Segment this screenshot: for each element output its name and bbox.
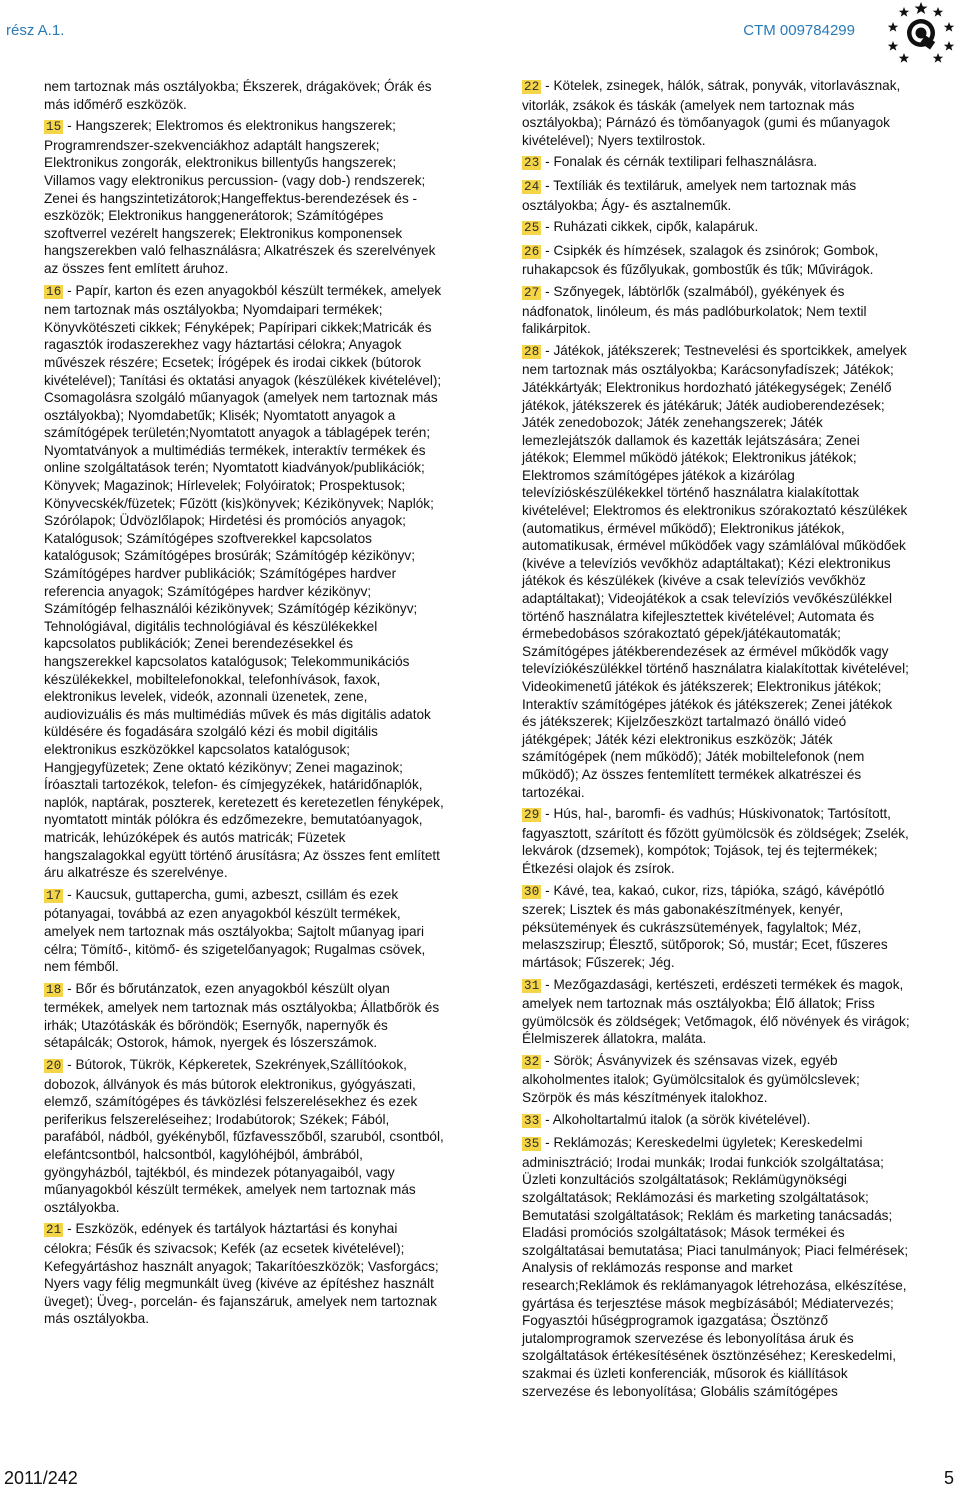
class-26-entry	[522, 242, 910, 279]
star-icon	[888, 41, 898, 51]
class-description: - Alkoholtartalmú italok (a sörök kivételével).	[541, 1111, 811, 1127]
class-description: - Szőnyegek, lábtörlők (szalmából), gyékények és nádfonatok, linóleum, és más padlóburkolatok; Nem textil falikárpitok.	[522, 283, 867, 337]
issue-number: 2011/242	[4, 1468, 78, 1488]
class-description: - Mezőgazdasági, kertészeti, erdészeti termékek és magok, amelyek nem tartoznak más osztályokba; Élő állatok; Friss gyümölcsök és zöldségek; Vetőmagok, élő növények és virágok; Élelmiszerek állatokra, maláta.	[522, 976, 910, 1047]
class-17-entry	[44, 886, 444, 976]
class-number-badge: 25	[524, 221, 540, 236]
class-22-entry	[522, 77, 910, 149]
class-32-entry	[522, 1052, 910, 1107]
class-27-entry	[522, 283, 910, 338]
class-number-badge: 24	[524, 179, 540, 194]
star-icon	[888, 22, 898, 32]
class-number-badge: 35	[524, 1137, 540, 1152]
class-number-badge: 27	[524, 285, 540, 300]
class-description: - Csipkék és hímzések, szalagok és zsinórok; Gombok, ruhakapcsok és fűzőlyukak, gombostűk és tűk; Művirágok.	[522, 242, 879, 278]
class-number-badge: 18	[46, 982, 62, 997]
class-description: - Kávé, tea, kakaó, cukor, rizs, tápióka, szágó, kávépótló szerek; Lisztek és más gabonakészítmények, kenyér, péksütemények és cukrászsütemények, fagylaltok; Méz, melaszszirup; Élesztő, sütőporok; Só, mustár; Ecet, fűszeres mártások; Fűszerek; Jég.	[522, 882, 888, 970]
class-24-entry	[522, 177, 910, 214]
class-number-badge: 29	[524, 808, 540, 823]
ctm-number: CTM 009784299	[743, 22, 855, 39]
class-number-badge: 28	[524, 344, 540, 359]
class-29-entry	[522, 805, 910, 877]
left-column	[44, 78, 444, 1332]
class-description: - Bútorok, Tükrök, Képkeretek, Szekrények,Szállítóokok, dobozok, állványok és más bútorok elektronikus, gyógyászati, elemző, számítógépes és távközlési felszerelésekhez és ezek periferikus felszereléseihez; Irodabútorok; Székek; Fából, parafából, nádból, gyékényből, fűzfavesszőből, szaruból, csontból, elefántcsontból, halcsontból, kagylóhéjból, ámbrából, gyöngyházból, tajtékból, és mindezek pótanyagaiból, vagy műanyagokból készült termékek, amelyek nem tartoznak más osztályokba.	[44, 1057, 444, 1215]
class-description: - Bőr és bőrutánzatok, ezen anyagokból készült olyan termékek, amelyek nem tartoznak más osztályokba; Állatbőrök és irhák; Utazótáskák és bőröndök; Esernyők, napernyők és sétapálcák; Ostorok, hámok, nyergek és lószerszámok.	[44, 980, 440, 1051]
class-20-entry	[44, 1056, 444, 1216]
page-number: 5	[943, 1468, 954, 1488]
class-number-badge: 23	[524, 156, 540, 171]
class-description: - Reklámozás; Kereskedelmi ügyletek; Kereskedelmi adminisztráció; Irodai munkák; Irodai funkciók szolgáltatása; Üzleti konzultációs szolgáltatások; Reklámügynökségi szolgáltatások; Reklámozási és marketing szolgáltatások; Bemutatási szolgáltatások; Reklám és marketing tanácsadás; Eladási promóciós szolgáltatások; Mások termékei és szolgáltatásai bemutatása; Piaci tanulmányok; Piaci felmérések; Analysis of reklámozás response and market research;Reklámok és reklámanyagok létrehozása, elkészítése, gyártása és terjesztése mások megbízásából; Médiatervezés; Fogyasztói hűségprogramok igazgatása; Ösztönző jutalomprogramok szervezése és lebonyolítása áruk és szolgáltatások értékesítésének ösztönzéséhez; Kereskedelmi, szakmai és üzleti konferenciák, műsorok és kiállítások szervezése és lebonyolítása; Globális számítógépes	[522, 1135, 909, 1399]
class-33-entry	[522, 1111, 910, 1131]
class-number-badge: 33	[524, 1113, 540, 1128]
class-21-entry	[44, 1220, 444, 1328]
class-description: - Fonalak és cérnák textilipari felhasználásra.	[541, 154, 818, 170]
class-23-entry	[522, 153, 910, 173]
class-number-badge: 21	[46, 1223, 62, 1238]
star-icon	[944, 22, 954, 32]
class-number-badge: 30	[524, 884, 540, 899]
part-label: rész A.1.	[6, 22, 65, 39]
star-icon	[933, 7, 943, 17]
star-icon	[899, 53, 909, 63]
class-description: - Kötelek, zsinegek, hálók, sátrak, ponyvák, vitorlavásznak, vitorlák, zsákok és táskák (amelyek nem tartoznak más osztályokba); Párnázó és tömőanyagok (gumi és műanyagok kivételével); Nyers textilrostok.	[522, 78, 901, 148]
class-28-entry	[522, 342, 910, 801]
class-number-badge: 17	[46, 888, 62, 903]
right-column	[522, 77, 910, 1404]
class-35-entry	[522, 1134, 910, 1400]
star-icon	[933, 53, 943, 63]
class-description: - Eszközök, edények és tartályok háztartási és konyhai célokra; Fésűk és szivacsok; Kefék (az ecsetek kivételével); Kefegyártáshoz használt anyagok; Takarítóeszközök; Vasforgács; Nyers vagy félig megmunkált üveg (kivéve az építéshez használt üveget); Üveg-, porcelán- és fajanszáruk, amelyek nem tartoznak más osztályokba.	[44, 1221, 439, 1327]
class-number-badge: 16	[46, 284, 62, 299]
class-number-badge: 26	[524, 244, 540, 259]
class-number-badge: 22	[524, 80, 540, 94]
class-number-badge: 20	[46, 1059, 62, 1074]
class-description: - Textíliák és textiláruk, amelyek nem tartoznak más osztályokba; Ágy- és asztalneműk.	[522, 177, 857, 213]
class-31-entry	[522, 976, 910, 1048]
class-description: - Játékok, játékszerek; Testnevelési és sportcikkek, amelyek nem tartoznak más osztályokba; Karácsonyfadíszek; Játékok; Játékkártyák; Elektronikus hordozható játékegységek; Zenélő játékok, játékszerek és játékáruk; Játék audioberendezések; Játék zenedobozok; Játék zenehangszerek; Játék lemezlejátszók dallamok és kazetták lejátszására; Zenei játékok; Elemmel működö játékok; Elektronikus játékok; Elektromos számítógépes játékok a kizárólag televízióskészülékekkel történő használatra kialakítottak kivételével; Elektromos és elektronikus szórakoztató készülékek (automatikus, érmével működő); Elektronikus játékok, automatikusak, érmével működőek vagy számlálóval működőek (kivéve a televíziós vevőkhöz adaptáltakat); Kézi elektronikus játékok és készülékek (kivéve a csak televíziós vevőkhöz adaptáltakat); Videojátékok a csak televíziós vevőkészülékkel történő használatra kifejlesztettek kivételével; Automata és érmebedobásos szórakoztató gépek/játékautomaták; Számítógépes játékberendezések az érmével működők vagy televíziókészülékkel történő használatra kialakítottak kivételével; Videokimenetű játékok és játékszerek; Elektronikus játékok; Interaktív számítógépes játékok és játékszerek; Zenei játékok és játékszerek; Kijelzőeszközt tartalmazó önálló videó játékgépek; Játék kézi elektronikus eszközök; Játék számítógépek (nem működő); Játék mobiltelefonok (nem működő); Az összes fentemlített termékek alkatrészei és tartozékai.	[522, 342, 909, 800]
continuation-text: nem tartoznak más osztályokba; Ékszerek, drágakövek; Órák és más időmérő eszközök.	[44, 79, 432, 112]
class-25-entry	[522, 218, 910, 238]
class-16-entry	[44, 282, 444, 882]
eu-logo-icon	[886, 0, 956, 66]
class-description: - Sörök; Ásványvizek és szénsavas vizek, egyéb alkoholmentes italok; Gyümölcsitalok és gyümölcslevek; Szörpök és más készítmények italokhoz.	[522, 1052, 860, 1106]
star-icon	[899, 7, 909, 17]
class-description: - Papír, karton és ezen anyagokból készült termékek, amelyek nem tartoznak más osztályokba; Nyomdaipari termékek; Könyvkötészeti cikkek; Fényképek; Papíripari cikkek;Matricák és ragasztók irodaszerekhez vagy háztartási célokra; Anyagok művészek részére; Ecsetek; Írógépek és irodai cikkek (bútorok kivételével); Tanítási és oktatási anyagok (készülékek kivételével); Csomagolásra szolgáló műanyagok (amelyek nem tartoznak más osztályokba); Nyomdabetűk; Klisék; Nyomtatott anyagok a számítógépek területén;Nyomtatott anyagok a táblagépek terén; Nyomtatványok a multimédiás termékek, interaktív termékek és online szolgáltatások terén; Nyomtatott kiadványok/publikációk; Könyvek; Magazinok; Hírlevelek; Folyóiratok; Prospektusok; Könyvecskék/füzetek; Fűzött (kis)könyvek; Kézikönyvek; Naplók; Szórólapok; Üdvözlőlapok; Hirdetési és promóciós anyagok; Katalógusok; Számítógépes szoftverekkel kapcsolatos katalógusok; Számítógépes brosúrák; Számítógép kézikönyv; Számítógépes hardver publikációk; Számítógépes hardver referencia anyagok; Számítógépes hardver kézikönyv; Számítógép felhasználói kézikönyvek; Számítógép kézikönyv; Tehnológiával, digitális technológiával és készülékekkel kapcsolatos publikációk; Zenei berendezésekkel és hangszerekkel kapcsolatos katalógusok; Telekommunikációs készülékekkel, mobiltelefonokkal, telefonhívások, faxok, elektronikus levelek, videók, azonnali üzenetek, zene, audiovizuális és más multimédiás művek és más digitális adatok küldésére és fogadására szolgáló kézi és mobil digitális elektronikus eszközökkel kapcsolatos katalógusok; Hangjegyfüzetek; Zene oktató kézikönyv; Zenei magazinok; Íróasztali tartozékok, telefon- és címjegyzékek, határidőnaplók, naplók, naptárak, poszterek, keretezett és keretezetlen fényképek, nyomtatott minták pólókra és edzőmezekre, bemutatóanyagok, matricák, lehúzóképek és autós matricák; Füzetek hangszalagokkal együtt történő árusításra; Az összes fent említett áru alkatrésze és szerelvénye.	[44, 282, 444, 881]
class-15-entry	[44, 117, 444, 277]
class-number-badge: 31	[524, 978, 540, 993]
class-30-entry	[522, 882, 910, 972]
class-number-badge: 32	[524, 1054, 540, 1069]
class-description: - Hangszerek; Elektromos és elektronikus hangszerek; Programrendszer-szekvenciákhoz adaptált hangszerek; Elektronikus zongorák, elektronikus billentyűs hangszerek; Villamos vagy elektronikus percussion- (vagy dob-) rendszerek; Zenei és hangszintetizátorok;Hangeffektus-berendezések és -eszközök; Elektronikus hanggenerátorok; Számítógépes szoftverrel vezérelt hangszerek; Elektronikus komponensek hangszerekben való felhasználásra; Alkatrészek és szerelvények az összes fent említett áruhoz.	[44, 118, 436, 276]
star-icon	[915, 2, 928, 14]
class-description: - Ruházati cikkek, cipők, kalapáruk.	[541, 219, 759, 235]
star-icon	[944, 41, 954, 51]
class-description: - Hús, hal-, baromfi- és vadhús; Húskivonatok; Tartósított, fagyasztott, szárított és főzött gyümölcsök és zöldségek; Zselék, lekvárok (dzsemek), kompótok; Tojások, tej és tejtermékek; Étkezési olajok és zsírok.	[522, 806, 909, 876]
class-number-badge: 15	[46, 120, 62, 135]
class-18-entry	[44, 980, 444, 1052]
class-description: - Kaucsuk, guttapercha, gumi, azbeszt, csillám és ezek pótanyagai, továbbá az ezen anyagokból készült termékek, amelyek nem tartoznak más osztályokba; Sajtolt műanyag ipari célra; Tömítő-, kitömő- és szigetelőanyagok; Rugalmas csövek, nem fémből.	[44, 886, 426, 975]
